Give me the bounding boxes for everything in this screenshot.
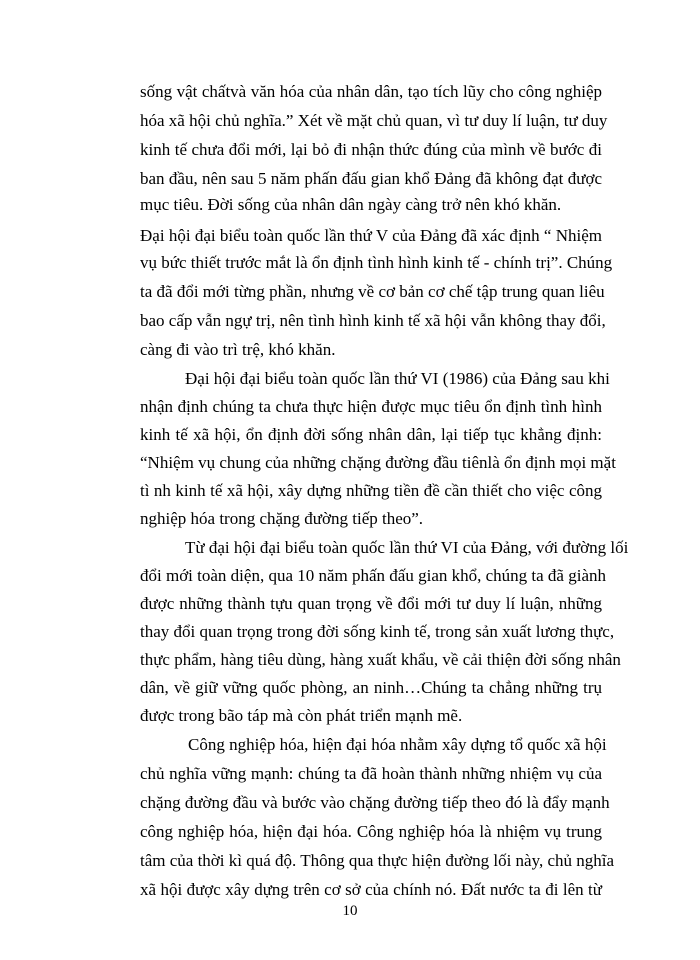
text-line: dân, về giữ vững quốc phòng, an ninh…Chúng ta chẳng những trụ: [140, 678, 602, 697]
text-line: tâm của thời kì quá độ. Thông qua thực hiện đường lối này, chủ nghĩa: [140, 851, 615, 870]
text-line: thực phẩm, hàng tiêu dùng, hàng xuất khẩu, về cải thiện đời sống nhân: [140, 650, 621, 669]
text-line: công nghiệp hóa, hiện đại hóa. Công nghiệp hóa là nhiệm vụ trung: [140, 822, 602, 841]
text-line: bao cấp vẫn ngự trị, nên tình hình kinh tế xã hội vẫn không thay đổi,: [140, 311, 606, 330]
text-line: đổi mới toàn diện, qua 10 năm phấn đấu gian khổ, chúng ta đã giành: [140, 566, 606, 585]
text-line: Đại hội đại biểu toàn quốc lần thứ VI (1986) của Đảng sau khi: [185, 369, 610, 388]
text-line: Từ đại hội đại biểu toàn quốc lần thứ VI của Đảng, với đường lối: [185, 538, 629, 557]
page-number: 10: [342, 903, 358, 919]
text-line: kinh tế xã hội, ổn định đời sống nhân dân, lại tiếp tục khẳng định:: [140, 425, 602, 444]
text-line: nghiệp hóa trong chặng đường tiếp theo”.: [140, 509, 424, 528]
text-line: được những thành tựu quan trọng về đổi mới tư duy lí luận, những: [140, 594, 602, 613]
text-line: sống vật chấtvà văn hóa của nhân dân, tạo tích lũy cho công nghiệp: [140, 82, 602, 101]
text-line: được trong bão táp mà còn phát triển mạnh mẽ.: [140, 706, 463, 725]
text-line: vụ bức thiết trước mắt là ổn định tình hình kinh tế - chính trị”. Chúng: [140, 253, 613, 272]
text-line: kinh tế chưa đổi mới, lại bỏ đi nhận thức đúng của mình về bước đi: [140, 140, 602, 159]
text-line: xã hội được xây dựng trên cơ sở của chính nó. Đất nước ta đi lên từ: [140, 880, 602, 899]
text-line: “Nhiệm vụ chung của những chặng đường đầu tiênlà ổn định mọi mặt: [140, 453, 616, 472]
text-line: Công nghiệp hóa, hiện đại hóa nhằm xây dựng tổ quốc xã hội: [188, 735, 607, 754]
text-line: nhận định chúng ta chưa thực hiện được mục tiêu ổn định tình hình: [140, 397, 602, 416]
text-line: chủ nghĩa vững mạnh: chúng ta đã hoàn thành những nhiệm vụ của: [140, 764, 602, 783]
text-line: Đại hội đại biểu toàn quốc lần thứ V của Đảng đã xác định “ Nhiệm: [140, 226, 602, 245]
text-line: tì nh kinh tế xã hội, xây dựng những tiền đề cần thiết cho việc công: [140, 481, 602, 500]
text-line: hóa xã hội chủ nghĩa.” Xét về mặt chủ quan, vì tư duy lí luận, tư duy: [140, 111, 608, 130]
text-line: chặng đường đầu và bước vào chặng đường tiếp theo đó là đẩy mạnh: [140, 793, 610, 812]
text-line: thay đổi quan trọng trong đời sống kinh tế, trong sản xuất lương thực,: [140, 622, 615, 641]
text-line: mục tiêu. Đời sống của nhân dân ngày càng trở nên khó khăn.: [140, 195, 562, 214]
text-line: ban đầu, nên sau 5 năm phấn đấu gian khổ Đảng đã không đạt được: [140, 169, 602, 188]
text-line: ta đã đổi mới từng phần, nhưng về cơ bản cơ chế tập trung quan liêu: [140, 282, 605, 301]
text-line: càng đi vào trì trệ, khó khăn.: [140, 340, 336, 359]
